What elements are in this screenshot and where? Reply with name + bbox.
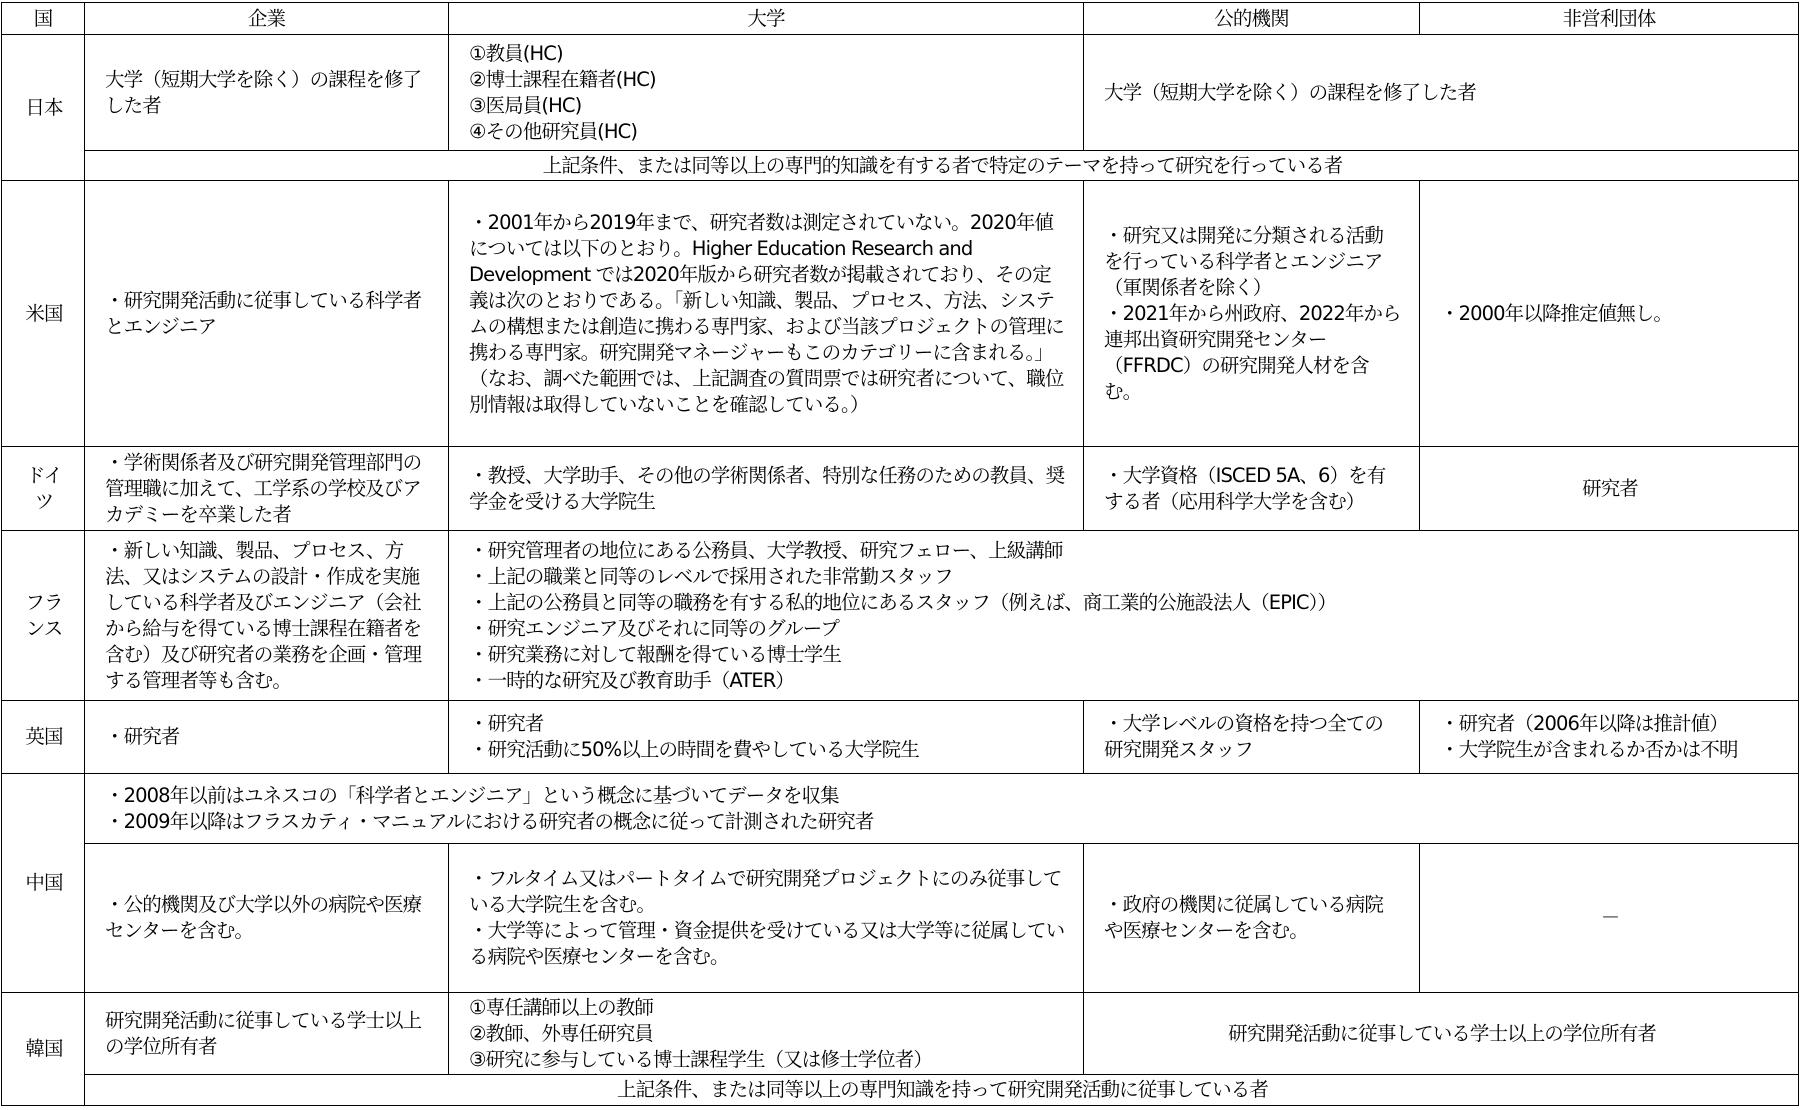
china-general xyxy=(85,774,1799,844)
header-company: 企業 xyxy=(85,3,449,35)
country-uk: 英国 xyxy=(2,701,85,774)
korea-university-item: ③研究に参与している博士課程学生（又は修士学位者） xyxy=(469,1047,932,1071)
korea-note-row xyxy=(2,1075,1799,1106)
uk-university xyxy=(449,701,1084,774)
china-row xyxy=(2,844,1799,993)
japan-note: 上記条件、または同等以上の専門的知識を有する者で特定のテーマを持って研究を行っている者 xyxy=(85,151,1799,181)
china-university xyxy=(449,844,1084,993)
china-general-row xyxy=(2,774,1799,844)
country-france: フランス xyxy=(2,531,85,701)
germany-nonprofit: 研究者 xyxy=(1420,447,1799,531)
china-university-item: ・フルタイム又はパートタイムで研究開発プロジェクトにのみ従事している大学院生を含む。 xyxy=(469,867,1062,916)
germany-row xyxy=(2,447,1799,531)
france-others-item: ・上記の公務員と同等の職務を有する私的地位にあるスタッフ（例えば、商工業的公施設法人（EPIC）） xyxy=(469,590,1337,614)
germany-public: ・大学資格（ISCED 5A、6）を有する者（応用科学大学を含む） xyxy=(1084,447,1420,531)
country-korea: 韓国 xyxy=(2,993,85,1106)
korea-public-nonprofit: 研究開発活動に従事している学士以上の学位所有者 xyxy=(1084,993,1799,1075)
germany-company: ・学術関係者及び研究開発管理部門の管理職に加えて、工学系の学校及びアカデミーを卒業した者 xyxy=(85,447,449,531)
header-public: 公的機関 xyxy=(1084,3,1420,35)
usa-public-item: ・研究又は開発に分類される活動を行っている科学者とエンジニア（軍関係者を除く） xyxy=(1104,223,1384,299)
uk-nonprofit-item: ・大学院生が含まれるか否かは不明 xyxy=(1440,738,1738,761)
country-japan: 日本 xyxy=(2,35,85,181)
usa-university: ・2001年から2019年まで、研究者数は測定されていない。2020年値については以下のとおり。Higher Education Research and Development では2020年版から研究者数が掲載されており、その定義は次のとおりである。「新しい知識、製品、プロセス、方法、システムの構想または創造に携わる専門家、および当該プロジェクトの管理に携わる専門家。研究開発マネージャーもこのカテゴリーに含まれる。」（なお、調べた範囲では、上記調査の質問票では研究者について、職位別情報は取得していないことを確認している。） xyxy=(449,181,1084,447)
korea-note: 上記条件、または同等以上の専門知識を持って研究開発活動に従事している者 xyxy=(85,1075,1799,1106)
country-usa: 米国 xyxy=(2,181,85,447)
china-nonprofit: － xyxy=(1420,844,1799,993)
uk-row xyxy=(2,701,1799,774)
usa-public-item: ・2021年から州政府、2022年から連邦出資研究開発センター（FFRDC）の研究開発人材を含む。 xyxy=(1104,301,1401,403)
uk-university-item: ・研究者 xyxy=(469,712,544,735)
china-university-item: ・大学等によって管理・資金提供を受けている又は大学等に従属している病院や医療センターを含む。 xyxy=(469,919,1065,968)
japan-note-row xyxy=(2,151,1799,181)
japan-university-item: ①教員(HC) xyxy=(469,41,563,65)
header-nonprofit: 非営利団体 xyxy=(1420,3,1799,35)
uk-university-item: ・研究活動に50%以上の時間を費やしている大学院生 xyxy=(469,738,919,761)
france-others-item: ・研究管理者の地位にある公務員、大学教授、研究フェロー、上級講師 xyxy=(469,538,1063,562)
researcher-definition-table xyxy=(1,2,1799,1106)
header-university: 大学 xyxy=(449,3,1084,35)
japan-university-item: ④その他研究員(HC) xyxy=(469,119,638,143)
korea-university xyxy=(449,993,1084,1075)
korea-row xyxy=(2,993,1799,1075)
france-row xyxy=(2,531,1799,701)
korea-university-item: ②教師、外専任研究員 xyxy=(469,1021,653,1045)
japan-row xyxy=(2,35,1799,151)
japan-company: 大学（短期大学を除く）の課程を修了した者 xyxy=(85,35,449,151)
uk-nonprofit xyxy=(1420,701,1799,774)
china-general-item: ・2008年以前はユネスコの「科学者とエンジニア」という概念に基づいてデータを収集 xyxy=(105,783,839,807)
japan-university-item: ③医局員(HC) xyxy=(469,93,582,117)
japan-public-nonprofit: 大学（短期大学を除く）の課程を修了した者 xyxy=(1084,35,1799,151)
france-others xyxy=(449,531,1799,701)
researcher-definition-table-wrapper xyxy=(1,2,1799,1106)
header-country: 国 xyxy=(2,3,85,35)
header-row xyxy=(2,3,1799,35)
japan-university xyxy=(449,35,1084,151)
uk-company: ・研究者 xyxy=(85,701,449,774)
china-public: ・政府の機関に従属している病院や医療センターを含む。 xyxy=(1084,844,1420,993)
uk-public: ・大学レベルの資格を持つ全ての研究開発スタッフ xyxy=(1084,701,1420,774)
china-general-item: ・2009年以降はフラスカティ・マニュアルにおける研究者の概念に従って計測された研究者 xyxy=(105,809,874,833)
germany-university: ・教授、大学助手、その他の学術関係者、特別な任務のための教員、奨学金を受ける大学院生 xyxy=(449,447,1084,531)
japan-university-item: ②博士課程在籍者(HC) xyxy=(469,67,656,91)
france-company: ・新しい知識、製品、プロセス、方法、又はシステムの設計・作成を実施している科学者及びエンジニア（会社から給与を得ている博士課程在籍者を含む）及び研究者の業務を企画・管理する管理者等も含む。 xyxy=(85,531,449,701)
france-others-item: ・研究エンジニア及びそれに同等のグループ xyxy=(469,616,839,640)
usa-public xyxy=(1084,181,1420,447)
france-others-item: ・上記の職業と同等のレベルで採用された非常勤スタッフ xyxy=(469,564,953,588)
korea-company: 研究開発活動に従事している学士以上の学位所有者 xyxy=(85,993,449,1075)
france-others-item: ・研究業務に対して報酬を得ている博士学生 xyxy=(469,642,842,666)
uk-nonprofit-item: ・研究者（2006年以降は推計値） xyxy=(1440,712,1728,735)
china-company: ・公的機関及び大学以外の病院や医療センターを含む。 xyxy=(85,844,449,993)
usa-company: ・研究開発活動に従事している科学者とエンジニア xyxy=(85,181,449,447)
france-others-item: ・一時的な研究及び教育助手（ATER） xyxy=(469,668,795,692)
country-china: 中国 xyxy=(2,774,85,993)
usa-nonprofit: ・2000年以降推定値無し。 xyxy=(1420,181,1799,447)
usa-row xyxy=(2,181,1799,447)
korea-university-item: ①専任講師以上の教師 xyxy=(469,995,653,1019)
country-germany: ドイツ xyxy=(2,447,85,531)
